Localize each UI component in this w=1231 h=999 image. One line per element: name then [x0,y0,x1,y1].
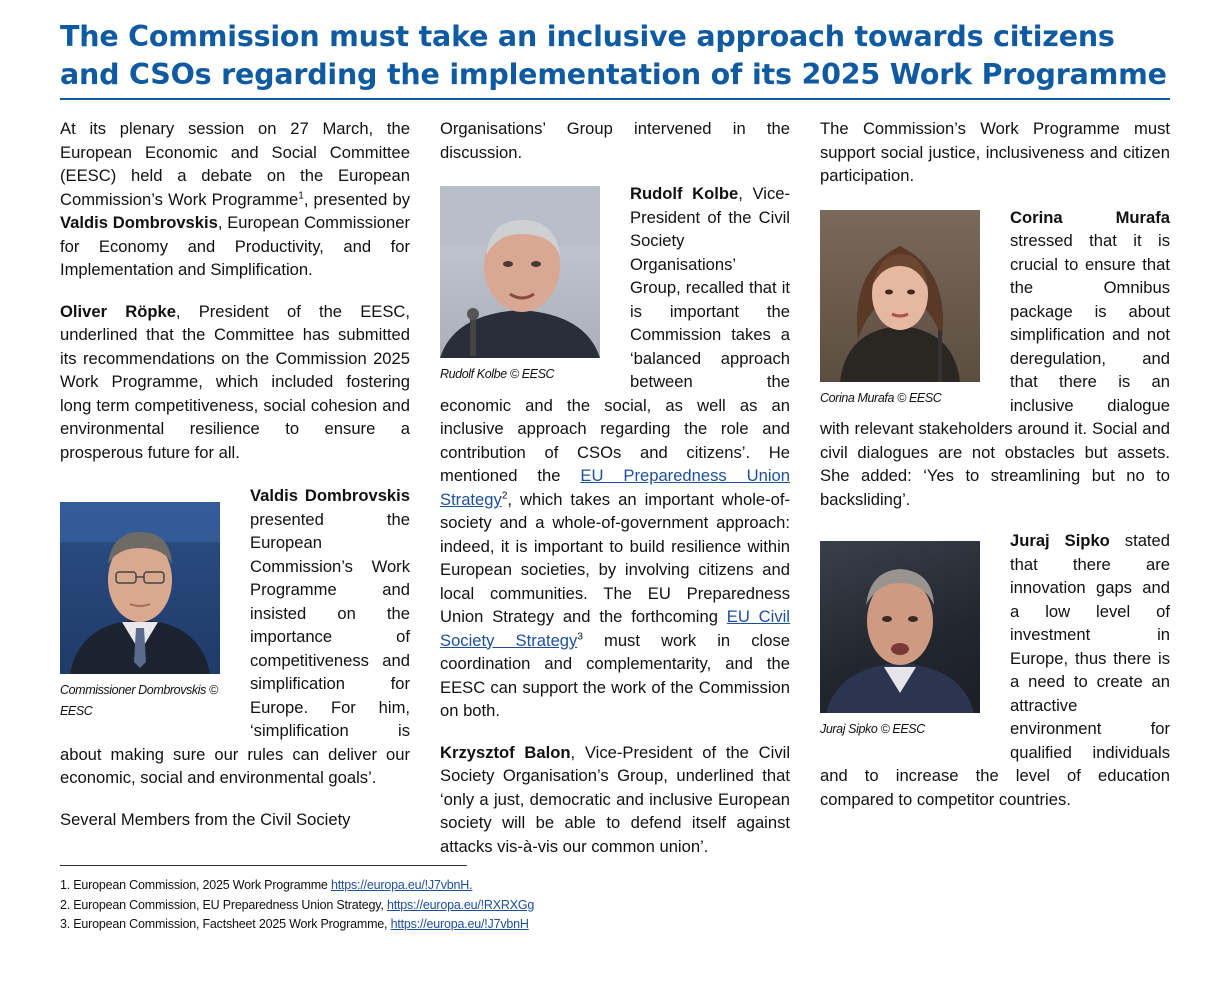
footnote-ref-3[interactable]: 3 [577,630,583,642]
intro-paragraph: At its plenary session on 27 March, the European Economic and Social Committee (EESC) held a debate on the European Commission’s Work Programme$^1$, presented by Valdis Dombrovskis, European Commissioner for Economy and Productivity, and for Implementation and Simplification. [60,119,410,279]
kolbe-paragraph: Rudolf Kolbe, Vice-President of the Civil Society Organisations’ Group, recalled that it is important the Commission takes a ‘balanced approach between the economic and the social, as well as an inclusive approach regarding the role and contribution of CSOs and citizens’. He mentioned the EU Preparedness Union Strategy$^2$, which takes an important whole-of-society and a whole-of-government approach: indeed, it is important to build resilience within European societies, by involving citizens and local communities. The EU Preparedness Union Strategy and the forthcoming EU Civil Society Strategy$^3$ must work in close coordination and complementarity, and the EESC can support the work of the Commission on both. [440,184,790,720]
dombrovskis-caption: Commissioner Dombrovskis © EESC [60,683,218,718]
sipko-caption: Juraj Sipko © EESC [820,722,925,736]
footnote-ref-1[interactable]: 1 [298,189,304,201]
title-rule [60,98,1170,100]
footnote-2-link[interactable]: https://europa.eu/!RXRXGg [386,897,535,912]
dombrovskis-figure [60,502,235,722]
kolbe-photo [440,186,600,358]
footnote-rule [60,865,467,866]
kolbe-figure [440,186,615,385]
civil-society-strategy-link[interactable]: EU Civil Society Strategy [440,607,790,650]
sipko-paragraph: Juraj Sipko stated that there are innovation gaps and a low level of investment in Europe, thus there is a need to create an attractive environment for qualified individuals and to increase the level of education compared to competitor countries. [820,531,1170,809]
murafa-figure [820,210,995,409]
members-continued: Organisations’ Group intervened in the discussion. [440,119,790,162]
article-title: The Commission must take an inclusive approach towards citizens and CSOs regarding the implementation of its 2025 Work Programme [60,20,1167,91]
column-1 [60,117,410,849]
footnote-1-link[interactable]: https://europa.eu/!J7vbnH. [330,878,473,892]
footnote-3-link[interactable]: https://europa.eu/!J7vbnH [390,917,529,931]
sipko-figure [820,541,995,740]
footnote-1: 1. European Commission, 2025 Work Programme https://europa.eu/!J7vbnH. [60,878,473,892]
footnote-ref-2[interactable]: 2 [501,489,508,501]
footnote-3: 3. European Commission, Factsheet 2025 Work Programme, https://europa.eu/!J7vbnH [60,917,529,931]
kolbe-caption: Rudolf Kolbe © EESC [440,367,555,381]
footnote-2: 2. European Commission, EU Preparedness Union Strategy, https://europa.eu/!RXRXGg [60,897,535,912]
preparedness-strategy-link[interactable]: EU Preparedness Union Strategy [440,466,790,509]
balon-paragraph: Krzysztof Balon, Vice-President of the Civil Society Organisation’s Group, underlined that ‘only a just, democratic and inclusive European society will be able to defend itself against attacks vis-à-vis our common union’. [440,742,790,856]
sipko-photo [820,541,980,713]
footnotes [60,876,534,935]
murafa-caption: Corina Murafa © EESC [820,390,942,405]
members-paragraph: Several Members from the Civil Society [60,809,351,829]
dombrovskis-paragraph: Valdis Dombrovskis presented the European Commission’s Work Programme and insisted on the importance of competitiveness and simplification for Europe. For him, ‘simplification is about making sure our rules can deliver our economic, social and environmental goals’. [60,486,410,787]
murafa-photo [820,210,980,382]
ropke-paragraph: Oliver Röpke, President of the EESC, underlined that the Committee has submitted its recommendations on the Commission 2025 Work Programme, which included fostering long term competitiveness, social cohesion and environmental resilience to ensure a prosperous future for all. [60,301,410,462]
column-2 [440,117,790,876]
dombrovskis-photo [60,502,220,674]
murafa-paragraph: Corina Murafa stressed that it is crucial to ensure that the Omnibus package is about simplification and not deregulation, and that there is an inclusive dialogue with relevant stakeholders around it. Social and civil dialogues are not obstacles but assets. She added: ‘Yes to streamlining but no to backsliding’. [820,207,1170,509]
column-3 [820,117,1170,829]
work-programme-paragraph: The Commission’s Work Programme must support social justice, inclusiveness and citizen participation. [820,119,1170,185]
